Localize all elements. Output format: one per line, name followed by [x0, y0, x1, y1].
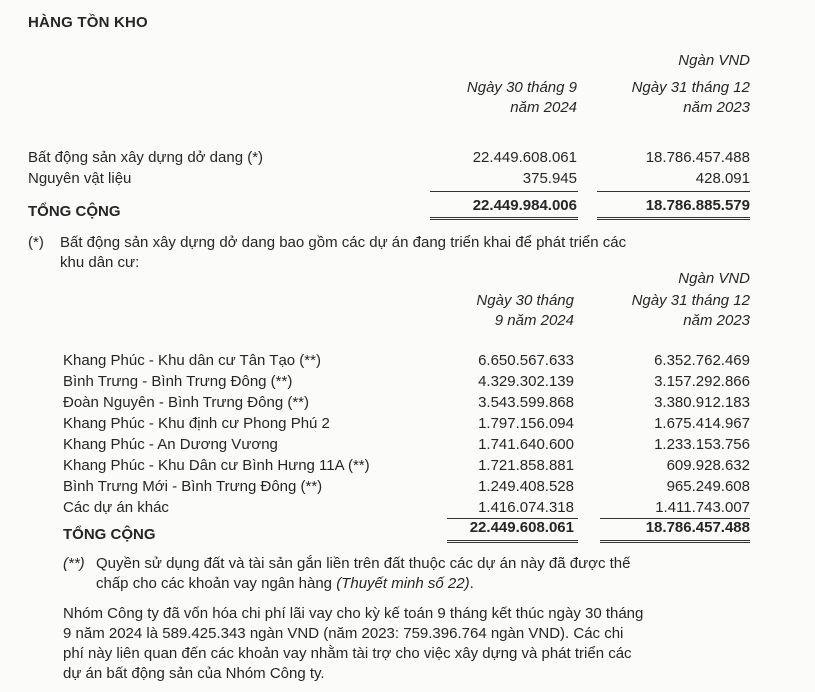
table2-row-value: 1.721.858.881: [478, 457, 574, 474]
table2-row-label: Bình Trưng Mới - Bình Trưng Đông (**): [63, 478, 323, 495]
table1-row-value: 22.449.608.061: [472, 149, 577, 166]
table2-row-value: 3.543.599.868: [478, 394, 574, 411]
table2-total-label: TỔNG CỘNG: [63, 526, 156, 543]
table2-unit: Ngàn VND: [678, 270, 750, 287]
table1-total-value: 18.786.885.579: [645, 197, 750, 214]
table2-row-label: Các dự án khác: [63, 499, 169, 516]
table2-row-value: 1.249.408.528: [478, 478, 574, 495]
table2-col2-header-line1: Ngày 31 tháng 12: [631, 292, 750, 309]
note1-marker: (*): [28, 234, 44, 251]
note2-line1: Quyền sử dụng đất và tài sản gắn liền trên đất thuộc các dự án này đã được thế: [96, 555, 631, 572]
table1-col2-header-line2: năm 2023: [683, 99, 750, 116]
section-title: HÀNG TỒN KHO: [28, 14, 148, 31]
table1-col2-double-rule: [597, 217, 750, 220]
table2-row-value: 6.352.762.469: [654, 352, 750, 369]
table2-total-value: 18.786.457.488: [645, 519, 750, 536]
table2-row-value: 609.928.632: [666, 457, 750, 474]
table2-row-label: Đoàn Nguyên - Bình Trưng Đông (**): [63, 394, 309, 411]
table2-col1-double-rule: [447, 540, 578, 543]
note1-line1: Bất động sản xây dựng dở dang bao gồm các dự án đang triển khai để phát triển các: [60, 234, 627, 251]
table2-row-value: 1.741.640.600: [478, 436, 574, 453]
table2-row-value: 1.233.153.756: [654, 436, 750, 453]
table1-total-label: TỔNG CỘNG: [28, 203, 121, 220]
table2-row-value: 1.675.414.967: [654, 415, 750, 432]
paragraph-line: 9 năm 2024 là 589.425.343 ngàn VND (năm 2023: 759.396.764 ngàn VND). Các chi: [63, 625, 624, 642]
table2-row-value: 965.249.608: [666, 478, 750, 495]
note2-line2: [96, 574, 474, 594]
table1-col2-rule: [597, 191, 750, 192]
table2-row-value: 1.416.074.318: [478, 499, 574, 516]
note2-line2-text: chấp cho các khoản vay ngân hàng: [96, 575, 337, 592]
table2-row-label: Bình Trưng - Bình Trưng Đông (**): [63, 373, 293, 390]
table1-row-label: Nguyên vật liệu: [28, 170, 132, 187]
table2-row-value: 1.797.156.094: [478, 415, 574, 432]
table2-col2-double-rule: [600, 540, 750, 543]
table1-col2-header-line1: Ngày 31 tháng 12: [631, 79, 750, 96]
table1-col1-rule: [430, 191, 578, 192]
table2-row-label: Khang Phúc - An Dương Vương: [63, 436, 278, 453]
table2-row-label: Khang Phúc - Khu dân cư Tân Tạo (**): [63, 352, 321, 369]
paragraph-line: phí này liên quan đến các khoản vay nhằm tài trợ cho việc xây dựng và phát triển các: [63, 645, 632, 662]
table2-row-label: Khang Phúc - Khu Dân cư Bình Hưng 11A (**): [63, 457, 370, 474]
table1-row-value: 18.786.457.488: [645, 149, 750, 166]
table2-col1-header-line1: Ngày 30 tháng: [476, 292, 574, 309]
table2-total-value: 22.449.608.061: [469, 519, 574, 536]
table1-row-value: 428.091: [695, 170, 750, 187]
note2-period: .: [469, 575, 474, 592]
table1-col2-header: [632, 78, 750, 118]
table2-row-value: 1.411.743.007: [655, 499, 750, 516]
table2-row-value: 6.650.567.633: [478, 352, 574, 369]
table1-total-value: 22.449.984.006: [472, 197, 577, 214]
table1-col1-header-line1: Ngày 30 tháng 9: [466, 79, 577, 96]
paragraph-line: dự án bất động sản của Nhóm Công ty.: [63, 665, 325, 682]
table2-col1-header-line2: 9 năm 2024: [494, 312, 574, 329]
note2-marker: (**): [63, 555, 85, 572]
table2-row-value: 4.329.302.139: [478, 373, 574, 390]
table1-unit: Ngàn VND: [678, 52, 750, 69]
table2-col1-header: [476, 291, 574, 331]
table1-col1-header-line2: năm 2024: [510, 99, 577, 116]
note1-line2: khu dân cư:: [60, 254, 140, 271]
table2-row-value: 3.380.912.183: [654, 394, 750, 411]
table2-col2-header: [632, 291, 750, 331]
table1-col1-double-rule: [430, 217, 578, 220]
table2-row-label: Khang Phúc - Khu định cư Phong Phú 2: [63, 415, 330, 432]
table2-col2-header-line2: năm 2023: [683, 312, 750, 329]
table1-row-label: Bất động sản xây dựng dở dang (*): [28, 149, 264, 166]
table1-row-value: 375.945: [522, 170, 577, 187]
paragraph-line: Nhóm Công ty đã vốn hóa chi phí lãi vay cho kỳ kế toán 9 tháng kết thúc ngày 30 tháng: [63, 605, 644, 622]
table2-row-value: 3.157.292.866: [654, 373, 750, 390]
note2-reference: (Thuyết minh số 22): [336, 575, 470, 592]
table1-col1-header: [467, 78, 577, 118]
